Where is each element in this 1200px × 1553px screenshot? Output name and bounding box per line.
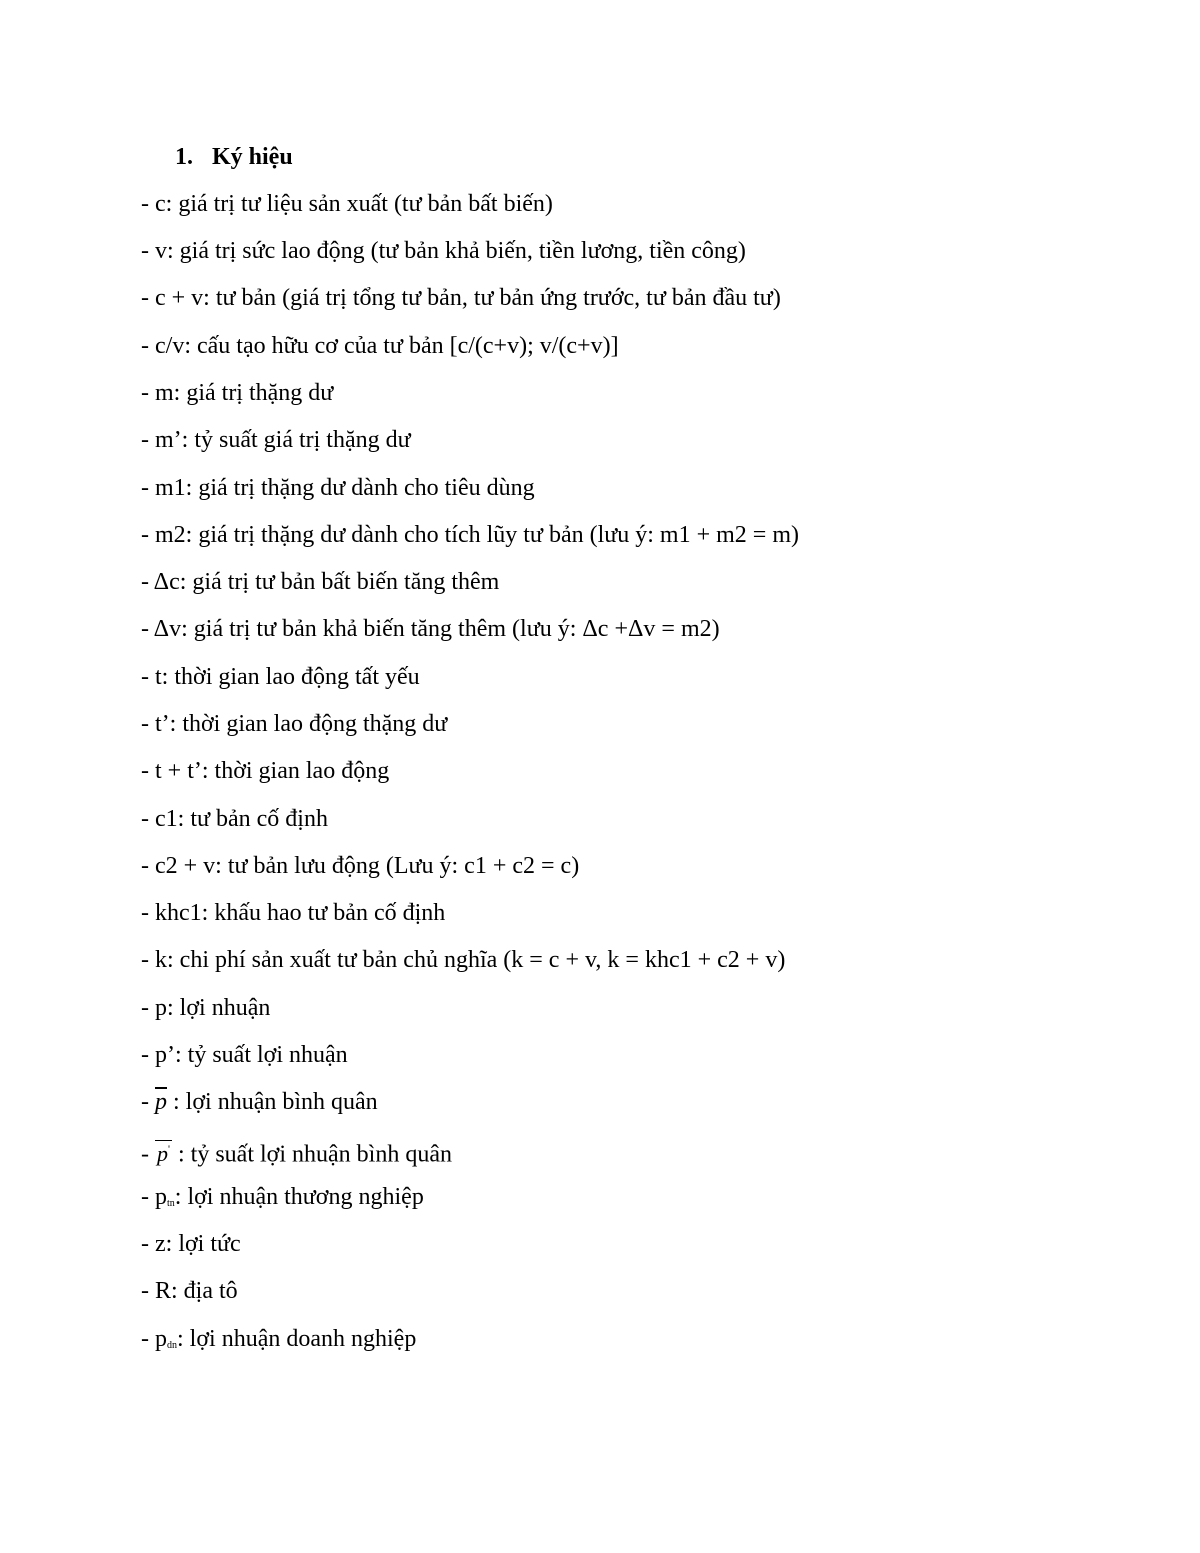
item-dash: - p (141, 1184, 167, 1210)
p-bar-symbol: $\overline{p}$ (155, 1089, 167, 1115)
symbol-item: - m2: giá trị thặng dư dành cho tích lũy tư bản (lưu ý: m1 + m2 = m) (141, 522, 799, 548)
subscript: dn (167, 1340, 177, 1351)
symbol-item: - t + t’: thời gian lao động (141, 758, 390, 784)
symbol-item: - Δv: giá trị tư bản khả biến tăng thêm (lưu ý: Δc +Δv = m2) (141, 616, 720, 642)
symbol-letter: p (157, 1141, 168, 1167)
symbol-item: - Δc: giá trị tư bản bất biến tăng thêm (141, 569, 500, 595)
symbol-item: - khc1: khấu hao tư bản cố định (141, 900, 446, 926)
symbol-item: - c/v: cấu tạo hữu cơ của tư bản [c/(c+v); v/(c+v)] (141, 333, 619, 359)
heading-number: 1. (175, 144, 193, 170)
symbol-item: - z: lợi tức (141, 1231, 241, 1257)
symbol-item: - p: lợi nhuận (141, 995, 271, 1021)
symbol-item: - m: giá trị thặng dư (141, 380, 334, 406)
symbol-item: - c + v: tư bản (giá trị tổng tư bản, tư bản ứng trước, tư bản đầu tư) (141, 285, 781, 311)
heading-text: Ký hiệu (212, 144, 293, 170)
symbol-item: - m’: tỷ suất giá trị thặng dư (141, 427, 411, 453)
symbol-item: - k: chi phí sản xuất tư bản chủ nghĩa (k = c + v, k = khc1 + c2 + v) (141, 947, 786, 973)
item-text: : lợi nhuận bình quân (167, 1089, 378, 1115)
symbol-item: - t: thời gian lao động tất yếu (141, 664, 420, 690)
symbol-item: - v: giá trị sức lao động (tư bản khả biến, tiền lương, tiền công) (141, 238, 746, 264)
item-dash: - (141, 1089, 155, 1115)
symbol-item: - c2 + v: tư bản lưu động (Lưu ý: c1 + c2 = c) (141, 853, 580, 879)
symbol-prime: ' (168, 1144, 170, 1156)
item-text: : tỷ suất lợi nhuận bình quân (171, 1141, 452, 1168)
symbol-item: - c1: tư bản cố định (141, 806, 328, 832)
item-text: : lợi nhuận doanh nghiệp (177, 1326, 417, 1352)
section-heading (175, 140, 293, 174)
symbol-item: - c: giá trị tư liệu sản xuất (tư bản bất biến) (141, 191, 553, 217)
subscript: tn (167, 1198, 175, 1209)
symbol-item: - R: địa tô (141, 1278, 238, 1304)
symbol-item: - m1: giá trị thặng dư dành cho tiêu dùng (141, 475, 535, 501)
symbol-item-pdn (141, 1322, 416, 1363)
item-dash: - p (141, 1326, 167, 1352)
symbol-item: - t’: thời gian lao động thặng dư (141, 711, 448, 737)
symbol-item-ptn (141, 1180, 424, 1221)
symbol-item-average-rate (141, 1133, 452, 1171)
item-text: : lợi nhuận thương nghiệp (174, 1184, 424, 1210)
symbol-item: - p’: tỷ suất lợi nhuận (141, 1042, 348, 1068)
item-dash: - (141, 1141, 155, 1168)
p-prime-bar-symbol (155, 1140, 172, 1166)
symbol-item-average-profit (141, 1085, 378, 1119)
